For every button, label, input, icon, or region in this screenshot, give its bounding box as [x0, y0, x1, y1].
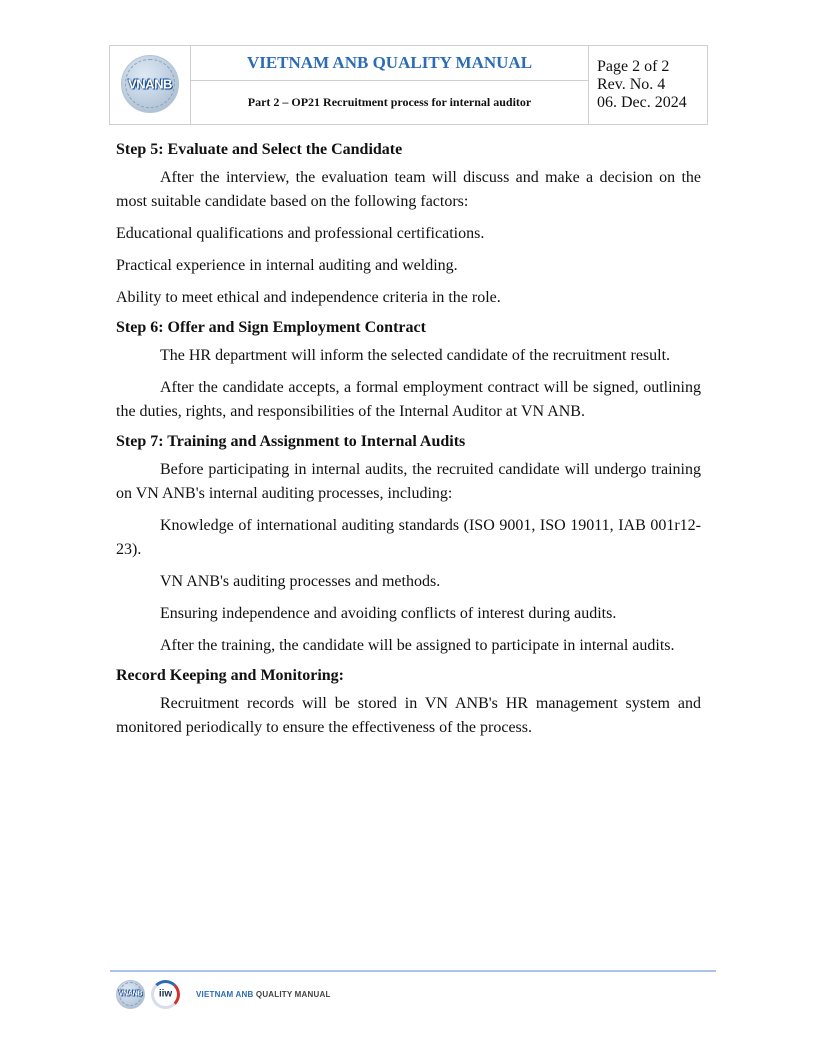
document-header	[109, 45, 708, 125]
record-heading: Record Keeping and Monitoring:	[116, 667, 344, 684]
step6-paragraph: After the candidate accepts, a formal employment contract will be signed, outlining the duties, rights, and responsibilities of the Internal Auditor at VN ANB.	[116, 379, 701, 420]
step7-paragraph: After the training, the candidate will be assigned to participate in internal audits.	[160, 637, 675, 654]
step5-heading: Step 5: Evaluate and Select the Candidate	[116, 141, 403, 158]
step5-intro: After the interview, the evaluation team will discuss and make a decision on the most suitable candidate based on the following factors:	[116, 169, 701, 210]
step5-factor: Educational qualifications and professional certifications.	[116, 225, 485, 242]
page-footer	[116, 978, 331, 1010]
step7-item: VN ANB's auditing processes and methods.	[160, 573, 441, 590]
record-paragraph: Recruitment records will be stored in VN ANB's HR management system and monitored periodically to ensure the effectiveness of the process.	[116, 695, 701, 736]
step7-item: Ensuring independence and avoiding conflicts of interest during audits.	[160, 605, 617, 622]
manual-title: VIETNAM ANB QUALITY MANUAL	[191, 46, 588, 81]
step7-paragraph: Before participating in internal audits, the recruited candidate will undergo training on VN ANB's internal auditing processes, including:	[116, 461, 701, 502]
iiw-logo-icon: iiw	[151, 980, 180, 1009]
step7-heading: Step 7: Training and Assignment to Internal Audits	[116, 433, 466, 450]
step6-heading: Step 6: Offer and Sign Employment Contract	[116, 319, 426, 336]
step5-factor: Practical experience in internal auditing and welding.	[116, 257, 458, 274]
header-logo-cell	[110, 46, 191, 125]
footer-text	[196, 990, 331, 999]
revision-date: 06. Dec. 2024	[597, 94, 687, 111]
revision-number: Rev. No. 4	[597, 76, 666, 93]
footer-divider	[110, 970, 716, 972]
document-meta	[589, 46, 708, 125]
vnanb-logo-icon: VNANB	[116, 980, 145, 1009]
step7-item: Knowledge of international auditing standards (ISO 9001, ISO 19011, IAB 001r12-23).	[116, 517, 701, 558]
document-body	[116, 138, 701, 748]
step6-paragraph: The HR department will inform the selected candidate of the recruitment result.	[160, 347, 671, 364]
footer-brand: VIETNAM ANB	[196, 989, 254, 999]
footer-manual-label: QUALITY MANUAL	[253, 989, 331, 999]
header-title-cell	[191, 46, 589, 125]
vnanb-logo-icon: VNANB	[121, 55, 179, 113]
step5-factor: Ability to meet ethical and independence criteria in the role.	[116, 289, 501, 306]
document-subtitle: Part 2 – OP21 Recruitment process for internal auditor	[247, 95, 532, 109]
page-number: Page 2 of 2	[597, 58, 670, 75]
